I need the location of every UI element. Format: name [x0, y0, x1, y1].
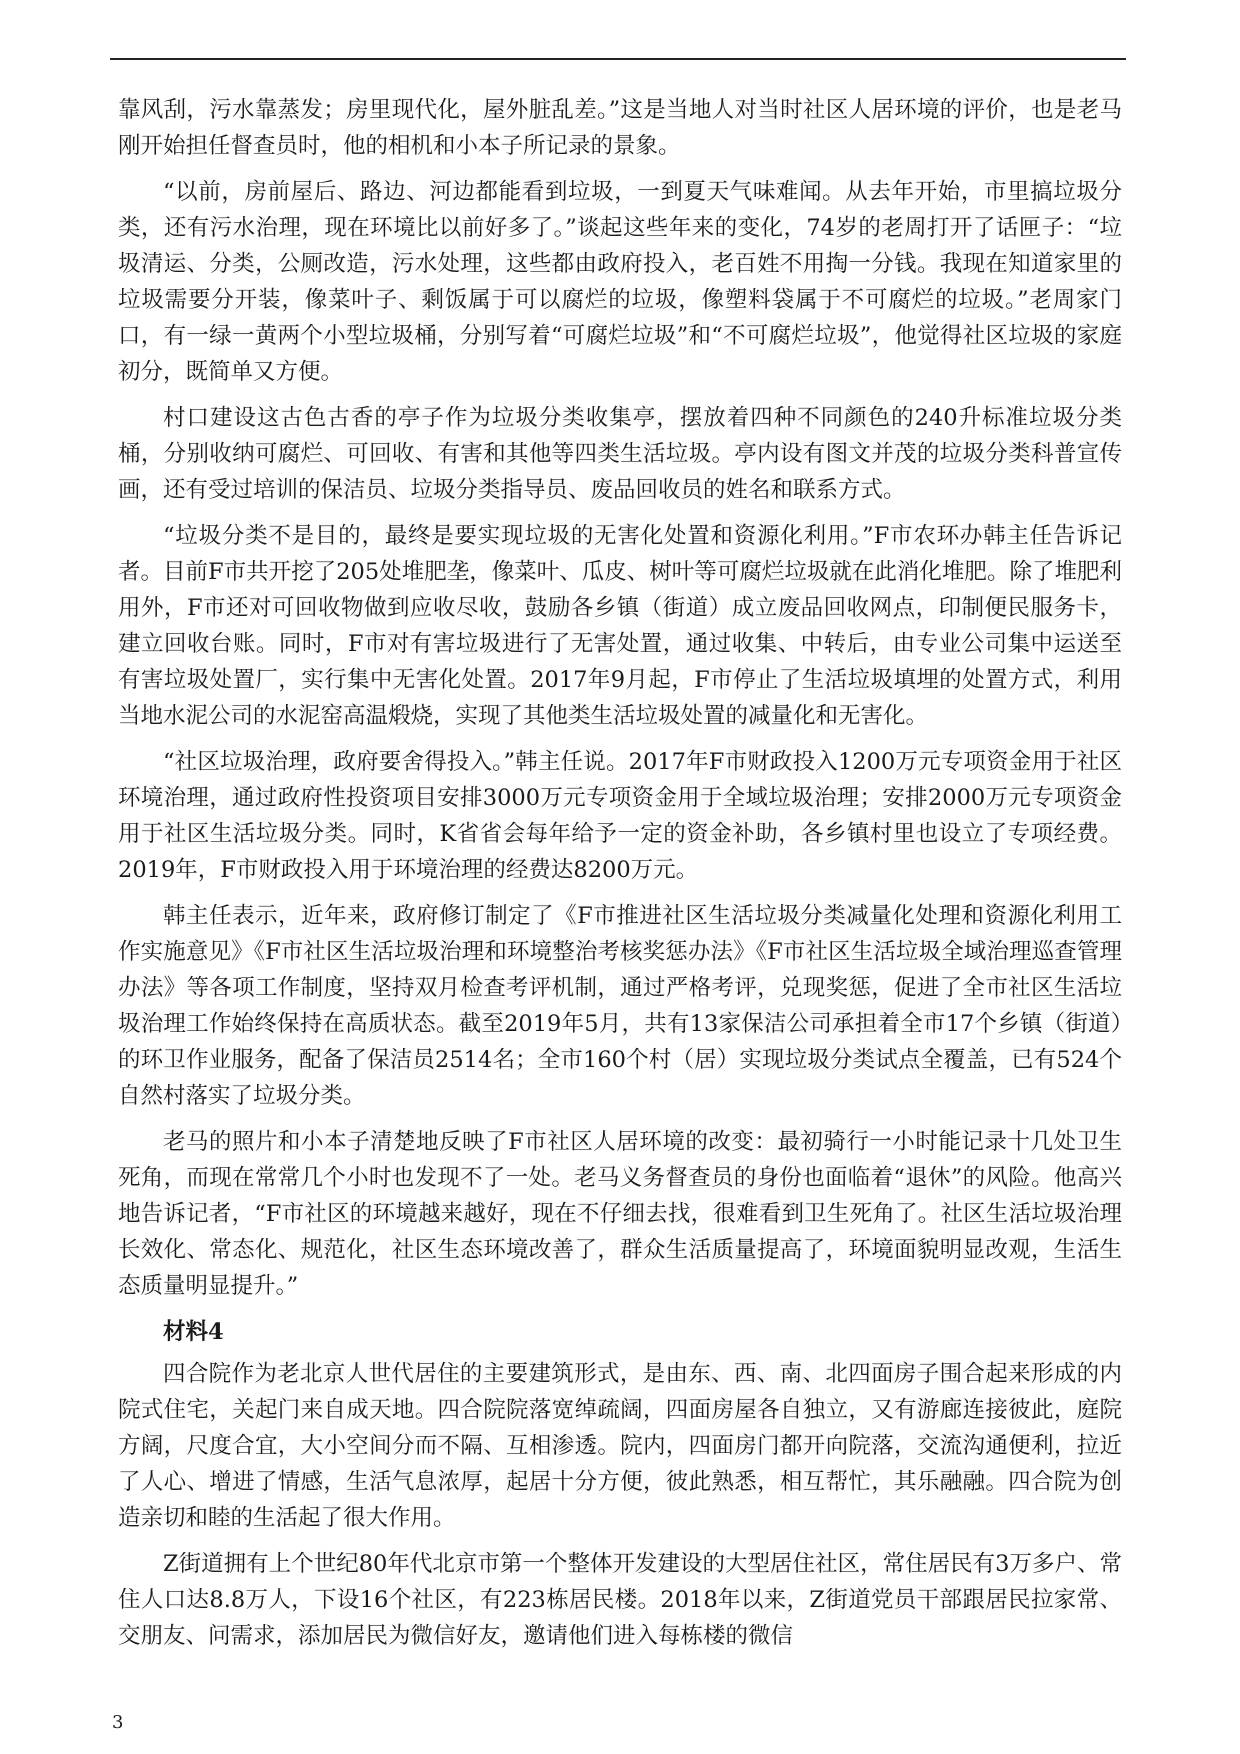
paragraph: 靠风刮，污水靠蒸发；房里现代化，屋外脏乱差。”这是当地人对当时社区人居环境的评价，也是老马刚开始担任督查员时，他的相机和小本子所记录的景象。 [118, 97, 1122, 159]
paragraph: 四合院作为老北京人世代居住的主要建筑形式，是由东、西、南、北四面房子围合起来形成的内院式住宅，关起门来自成天地。四合院院落宽绰疏阔，四面房屋各自独立，又有游廊连接彼此，庭院方阔，尺度合宜，大小空间分而不隔、互相渗透。院内，四面房门都开向院落，交流沟通便利，拉近了人心、增进了情感，生活气息浓厚，起居十分方便，彼此熟悉，相互帮忙，其乐融融。四合院为创造亲切和睦的生活起了很大作用。 [118, 1361, 1122, 1531]
page-number: 3 [112, 1712, 124, 1733]
header-rule [110, 58, 1126, 60]
paragraph: “以前，房前屋后、路边、河边都能看到垃圾，一到夏天气味难闻。从去年开始，市里搞垃圾分类，还有污水治理，现在环境比以前好多了。”谈起这些年来的变化，74岁的老周打开了话匣子：“垃圾清运、分类，公厕改造，污水处理，这些都由政府投入，老百姓不用掏一分钱。我现在知道家里的垃圾需要分开装，像菜叶子、剩饭属于可以腐烂的垃圾，像塑料袋属于不可腐烂的垃圾。”老周家门口，有一绿一黄两个小型垃圾桶，分别写着“可腐烂垃圾”和“不可腐烂垃圾”，他觉得社区垃圾的家庭初分，既简单又方便。 [118, 179, 1122, 385]
paragraph: “社区垃圾治理，政府要舍得投入。”韩主任说。2017年F市财政投入1200万元专项资金用于社区环境治理，通过政府性投资项目安排3000万元专项资金用于全域垃圾治理；安排2000万元专项资金用于社区生活垃圾分类。同时，K省省会每年给予一定的资金补助，各乡镇村里也设立了专项经费。2019年，F市财政投入用于环境治理的经费达8200万元。 [118, 749, 1122, 883]
paragraph: “垃圾分类不是目的，最终是要实现垃圾的无害化处置和资源化利用。”F市农环办韩主任告诉记者。目前F市共开挖了205处堆肥垄，像菜叶、瓜皮、树叶等可腐烂垃圾就在此消化堆肥。除了堆肥利用外，F市还对可回收物做到应收尽收，鼓励各乡镇（街道）成立废品回收网点，印制便民服务卡，建立回收台账。同时，F市对有害垃圾进行了无害处置，通过收集、中转后，由专业公司集中运送至有害垃圾处置厂，实行集中无害化处置。2017年9月起，F市停止了生活垃圾填埋的处置方式，利用当地水泥公司的水泥窑高温煅烧，实现了其他类生活垃圾处置的减量化和无害化。 [118, 523, 1122, 729]
section-heading: 材料4 [163, 1319, 224, 1345]
paragraph: 老马的照片和小本子清楚地反映了F市社区人居环境的改变：最初骑行一小时能记录十几处卫生死角，而现在常常几个小时也发现不了一处。老马义务督查员的身份也面临着“退休”的风险。他高兴地告诉记者，“F市社区的环境越来越好，现在不仔细去找，很难看到卫生死角了。社区生活垃圾治理长效化、常态化、规范化，社区生态环境改善了，群众生活质量提高了，环境面貌明显改观，生活生态质量明显提升。” [118, 1129, 1122, 1299]
paragraph: 村口建设这古色古香的亭子作为垃圾分类收集亭，摆放着四种不同颜色的240升标准垃圾分类桶，分别收纳可腐烂、可回收、有害和其他等四类生活垃圾。亭内设有图文并茂的垃圾分类科普宣传画，还有受过培训的保洁员、垃圾分类指导员、废品回收员的姓名和联系方式。 [118, 405, 1122, 503]
paragraph: Z街道拥有上个世纪80年代北京市第一个整体开发建设的大型居住社区，常住居民有3万多户、常住人口达8.8万人，下设16个社区，有223栋居民楼。2018年以来，Z街道党员干部跟居民拉家常、交朋友、问需求，添加居民为微信好友，邀请他们进入每栋楼的微信 [118, 1551, 1122, 1649]
body-text [118, 92, 1122, 1664]
paragraph: 韩主任表示，近年来，政府修订制定了《F市推进社区生活垃圾分类减量化处理和资源化利用工作实施意见》《F市社区生活垃圾治理和环境整治考核奖惩办法》《F市社区生活垃圾全域治理巡查管理办法》等各项工作制度，坚持双月检查考评机制，通过严格考评，兑现奖惩，促进了全市社区生活垃圾治理工作始终保持在高质状态。截至2019年5月，共有13家保洁公司承担着全市17个乡镇（街道）的环卫作业服务，配备了保洁员2514名；全市160个村（居）实现垃圾分类试点全覆盖，已有524个自然村落实了垃圾分类。 [118, 903, 1122, 1109]
